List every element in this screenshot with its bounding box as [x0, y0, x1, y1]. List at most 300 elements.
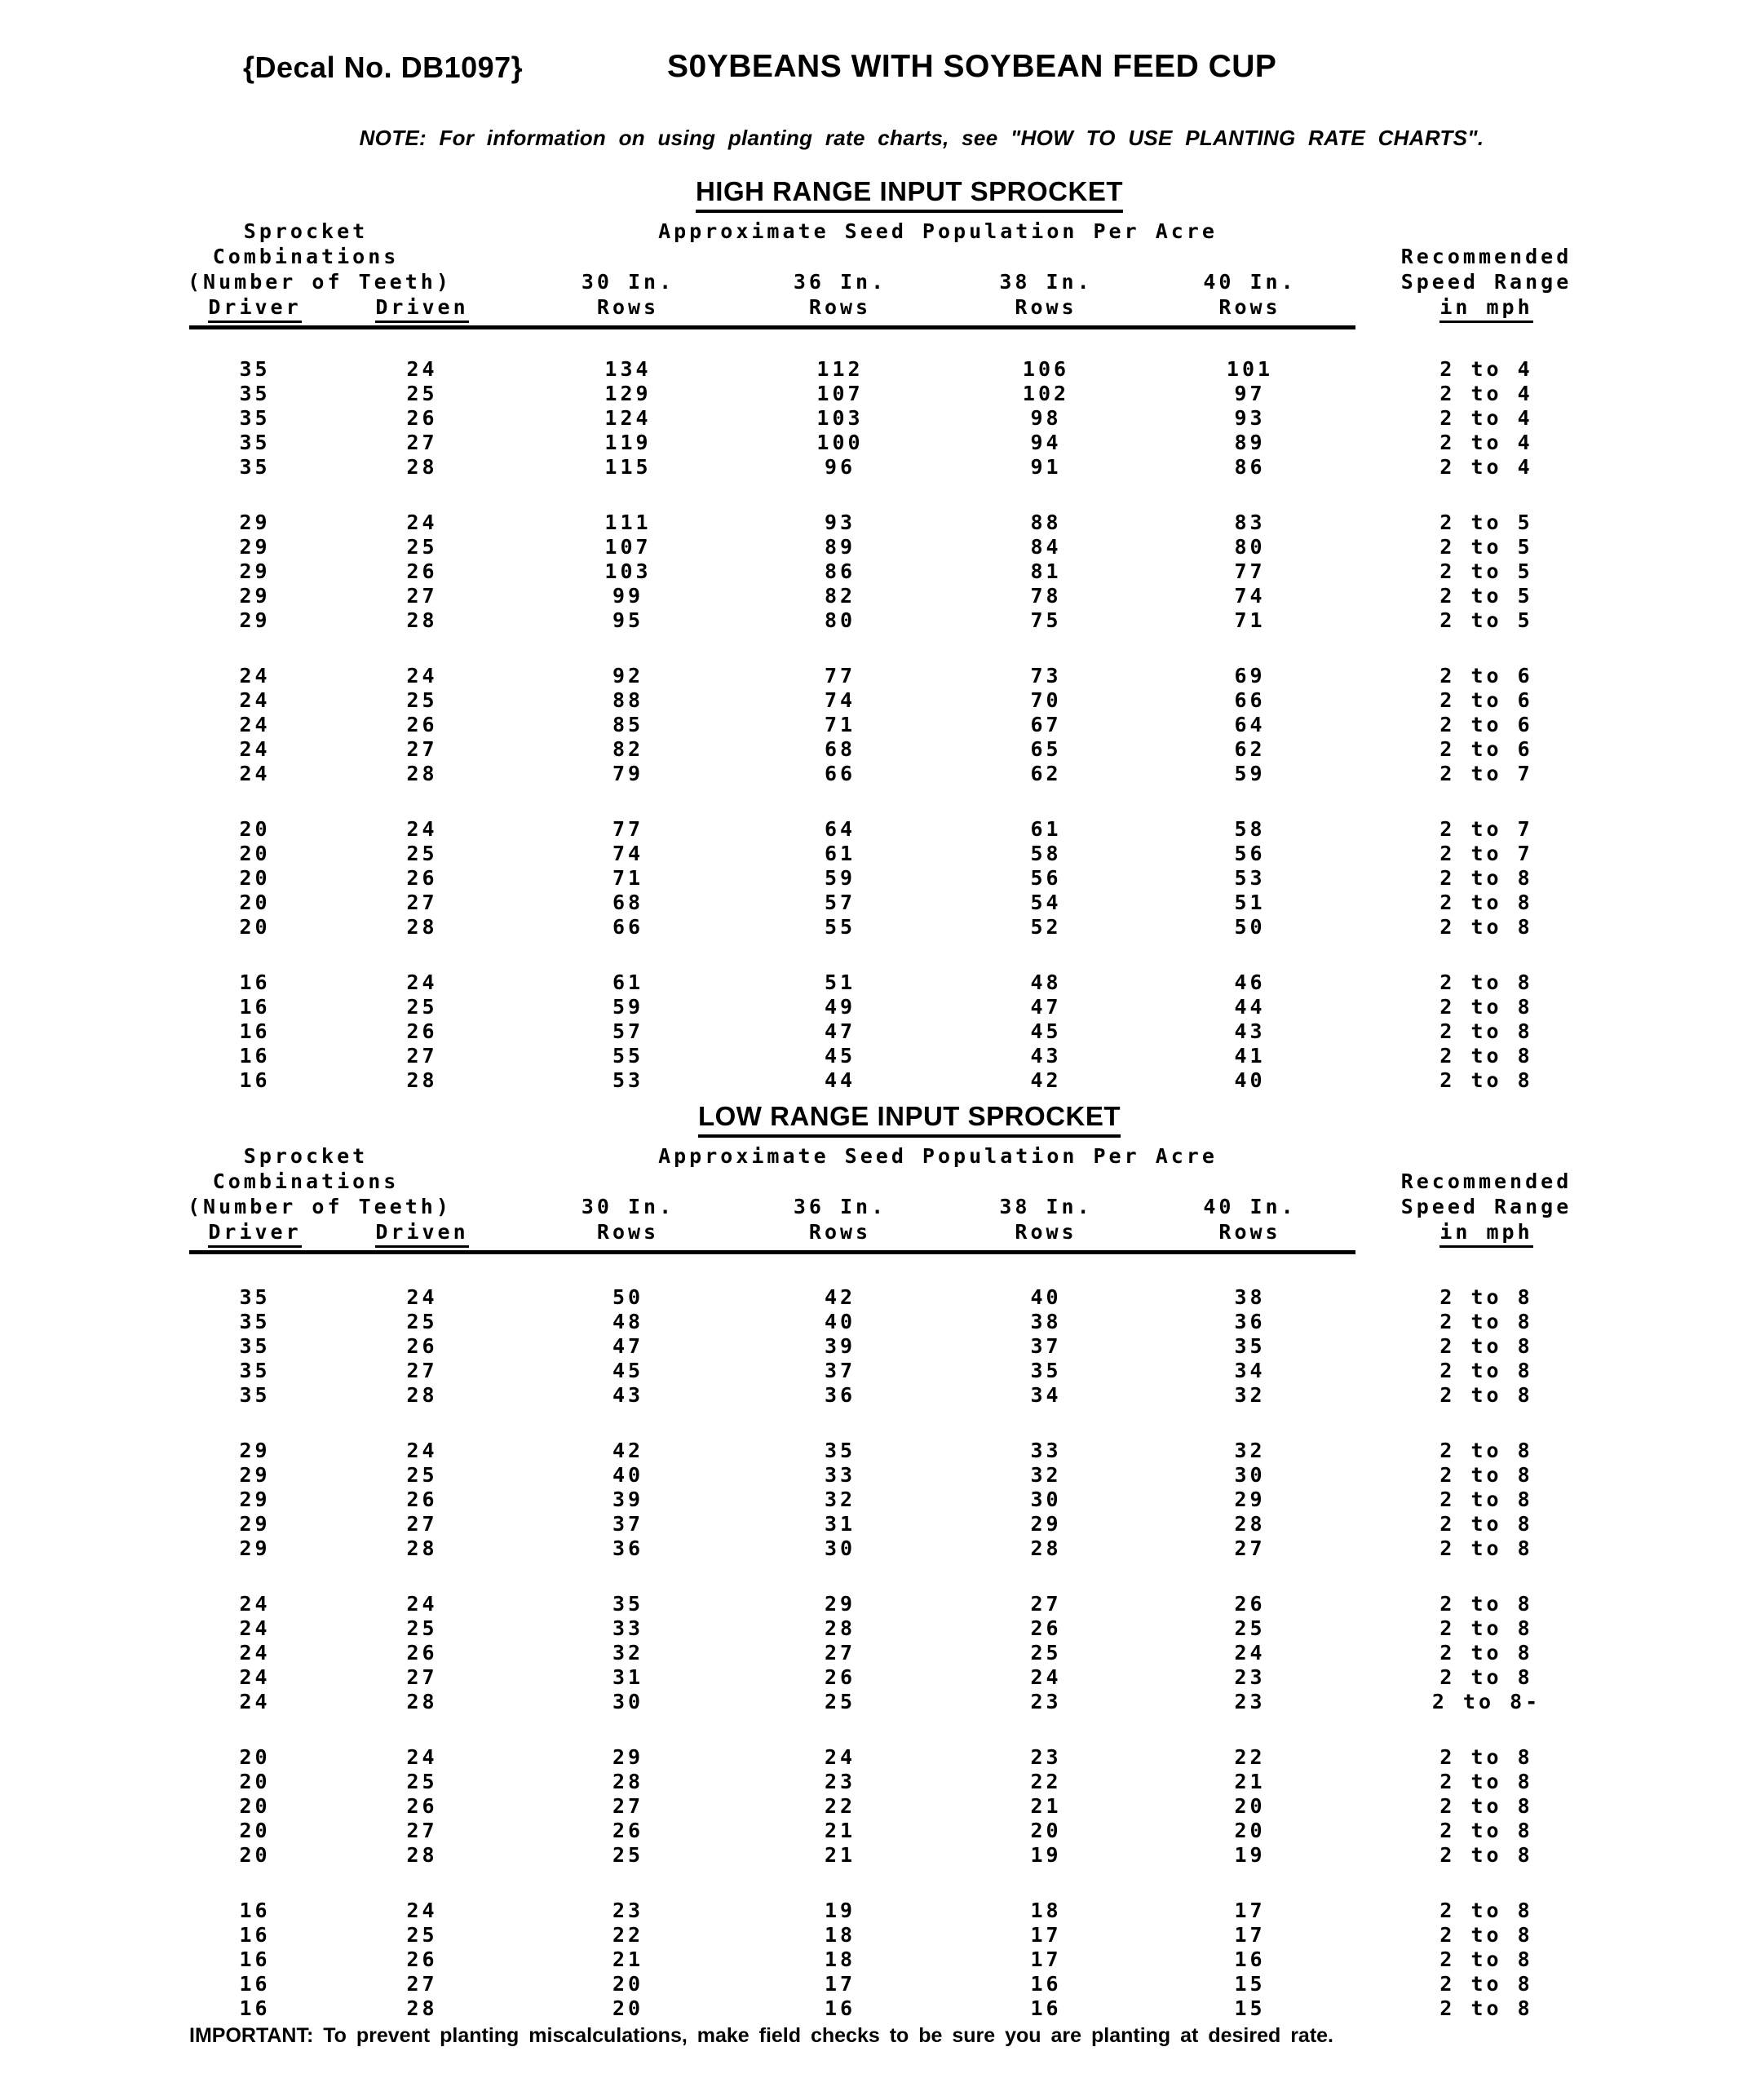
table-cell: 16 [1030, 1996, 1062, 2020]
col-40in: 40 In. [1203, 1195, 1297, 1218]
table-cell: 25 [406, 1770, 438, 1793]
table-cell: 69 [1234, 664, 1266, 687]
table-row [188, 608, 1760, 633]
table-cell: 77 [612, 817, 644, 841]
table-row [188, 1512, 1760, 1536]
table-cell: 20 [239, 1819, 271, 1842]
table-cell: 68 [824, 737, 856, 761]
table-cell: 51 [1234, 891, 1266, 914]
high-range-title: HIGH RANGE INPUT SPROCKET [29, 176, 1760, 207]
table-cell: 28 [406, 1536, 438, 1560]
table-cell: 26 [1030, 1616, 1062, 1640]
table-row [188, 1019, 1760, 1044]
table-cell: 93 [1234, 406, 1266, 430]
table-row [188, 1488, 1760, 1512]
table-cell: 27 [406, 431, 438, 454]
table-cell: 26 [406, 1794, 438, 1818]
table-cell: 2 to 5 [1439, 584, 1533, 608]
table-cell: 61 [1030, 817, 1062, 841]
driver-label: Driver [188, 1219, 322, 1248]
table-cell: 18 [1030, 1899, 1062, 1922]
combinations-label: Combinations [212, 245, 400, 268]
table-cell: 2 to 8 [1439, 1641, 1533, 1665]
table-cell: 16 [239, 1972, 271, 1996]
table-row [188, 915, 1760, 939]
table-cell: 26 [406, 1019, 438, 1043]
table-cell: 2 to 8 [1439, 1665, 1533, 1689]
table-cell: 16 [239, 970, 271, 994]
table-cell: 23 [1030, 1745, 1062, 1769]
header-row-3 [188, 269, 1760, 294]
table-cell: 40 [1030, 1285, 1062, 1309]
table-cell: 26 [406, 1334, 438, 1358]
table-cell: 28 [406, 1843, 438, 1867]
col-38in: 38 In. [999, 270, 1093, 294]
table-cell: 42 [1030, 1068, 1062, 1092]
sprocket-group [0, 1745, 1760, 1868]
table-cell: 58 [1234, 817, 1266, 841]
table-cell: 93 [824, 511, 856, 534]
sprocket-group [0, 1285, 1760, 1408]
speed-range-label: Speed Range [1400, 1195, 1572, 1218]
table-cell: 2 to 8 [1439, 1536, 1533, 1560]
table-cell: 47 [612, 1334, 644, 1358]
table-row [188, 737, 1760, 762]
table-cell: 99 [612, 584, 644, 608]
sprocket-group [0, 664, 1760, 786]
col-36in: 36 In. [793, 1195, 887, 1218]
table-row [188, 1996, 1760, 2021]
low-range-title: LOW RANGE INPUT SPROCKET [29, 1101, 1760, 1132]
table-cell: 2 to 8 [1439, 1334, 1533, 1358]
table-cell: 28 [824, 1616, 856, 1640]
table-cell: 2 to 6 [1439, 664, 1533, 687]
table-row [188, 1843, 1760, 1868]
table-cell: 62 [1234, 737, 1266, 761]
table-cell: 2 to 8 [1439, 995, 1533, 1019]
table-cell: 2 to 8 [1439, 1592, 1533, 1616]
table-cell: 26 [406, 713, 438, 736]
table-cell: 80 [1234, 535, 1266, 559]
table-cell: 89 [824, 535, 856, 559]
table-row [188, 713, 1760, 737]
table-cell: 28 [406, 455, 438, 479]
table-cell: 40 [824, 1310, 856, 1333]
table-cell: 35 [239, 357, 271, 381]
table-cell: 111 [604, 511, 652, 534]
header-rule [189, 325, 1355, 329]
table-cell: 2 to 8 [1439, 1899, 1533, 1922]
table-cell: 50 [1234, 915, 1266, 939]
population-label: Approximate Seed Population Per Acre [658, 219, 1218, 243]
table-row [188, 1463, 1760, 1488]
table-cell: 2 to 8 [1439, 1383, 1533, 1407]
table-cell: 28 [406, 1690, 438, 1713]
table-cell: 29 [239, 1512, 271, 1536]
table-cell: 30 [612, 1690, 644, 1713]
table-cell: 25 [406, 1616, 438, 1640]
speed-range-label: Speed Range [1400, 270, 1572, 294]
table-cell: 24 [239, 1616, 271, 1640]
table-cell: 20 [239, 1843, 271, 1867]
table-cell: 45 [824, 1044, 856, 1068]
table-cell: 2 to 8 [1439, 1488, 1533, 1511]
recommended-label: Recommended [1400, 245, 1572, 268]
table-cell: 92 [612, 664, 644, 687]
table-cell: 74 [824, 688, 856, 712]
table-cell: 25 [406, 535, 438, 559]
important-line: IMPORTANT: To prevent planting miscalculations, make field checks to be sure you are planting at desired rate. [189, 2024, 1333, 2047]
table-cell: 23 [612, 1899, 644, 1922]
rows-label: Rows [596, 295, 660, 319]
table-cell: 66 [824, 762, 856, 785]
table-cell: 20 [239, 915, 271, 939]
table-cell: 24 [406, 1592, 438, 1616]
table-cell: 29 [239, 1536, 271, 1560]
table-cell: 35 [824, 1439, 856, 1462]
table-row [188, 455, 1760, 480]
col-30in: 30 In. [581, 1195, 675, 1218]
table-cell: 41 [1234, 1044, 1266, 1068]
table-row [188, 1592, 1760, 1616]
header-row-4 [188, 1219, 1760, 1248]
table-cell: 25 [406, 1923, 438, 1947]
table-cell: 21 [824, 1843, 856, 1867]
table-cell: 27 [406, 1665, 438, 1689]
table-cell: 26 [406, 1947, 438, 1971]
table-cell: 20 [1234, 1794, 1266, 1818]
table-row [188, 1334, 1760, 1359]
table-cell: 21 [612, 1947, 644, 1971]
table-cell: 26 [406, 406, 438, 430]
table-cell: 2 to 8 [1439, 1512, 1533, 1536]
table-cell: 2 to 8 [1439, 1359, 1533, 1382]
combinations-label: Combinations [212, 1169, 400, 1193]
table-cell: 29 [239, 1439, 271, 1462]
table-cell: 20 [1234, 1819, 1266, 1842]
table-cell: 47 [824, 1019, 856, 1043]
header-rule [189, 1250, 1355, 1254]
sprocket-group [0, 970, 1760, 1093]
table-cell: 67 [1030, 713, 1062, 736]
rows-label: Rows [1015, 1220, 1077, 1244]
table-cell: 2 to 8 [1439, 1947, 1533, 1971]
table-cell: 94 [1030, 431, 1062, 454]
table-cell: 35 [1030, 1359, 1062, 1382]
table-cell: 32 [612, 1641, 644, 1665]
col-36in: 36 In. [793, 270, 887, 294]
table-cell: 29 [239, 511, 271, 534]
table-cell: 40 [612, 1463, 644, 1487]
table-cell: 44 [1234, 995, 1266, 1019]
table-cell: 24 [239, 1665, 271, 1689]
table-cell: 25 [406, 995, 438, 1019]
table-cell: 97 [1234, 382, 1266, 405]
table-cell: 59 [1234, 762, 1266, 785]
table-cell: 51 [824, 970, 856, 994]
table-cell: 37 [612, 1512, 644, 1536]
table-cell: 19 [1234, 1843, 1266, 1867]
table-cell: 31 [612, 1665, 644, 1689]
table-cell: 52 [1030, 915, 1062, 939]
table-cell: 16 [1030, 1972, 1062, 1996]
table-cell: 59 [824, 866, 856, 890]
page-title: S0YBEANS WITH SOYBEAN FEED CUP [667, 49, 1277, 84]
table-cell: 78 [1030, 584, 1062, 608]
table-row [188, 1359, 1760, 1383]
population-label: Approximate Seed Population Per Acre [658, 1144, 1218, 1168]
low-range-data [0, 1285, 1760, 2052]
table-cell: 26 [406, 1488, 438, 1511]
table-row [188, 762, 1760, 786]
table-cell: 55 [824, 915, 856, 939]
table-cell: 2 to 8 [1439, 1923, 1533, 1947]
table-cell: 25 [824, 1690, 856, 1713]
table-cell: 28 [1030, 1536, 1062, 1560]
table-cell: 15 [1234, 1996, 1266, 2020]
table-cell: 29 [239, 559, 271, 583]
rows-label: Rows [1218, 295, 1281, 319]
table-cell: 29 [239, 535, 271, 559]
table-cell: 24 [824, 1745, 856, 1769]
table-cell: 29 [239, 584, 271, 608]
table-cell: 29 [612, 1745, 644, 1769]
table-cell: 2 to 8 [1439, 1616, 1533, 1640]
table-cell: 115 [604, 455, 652, 479]
table-row [188, 1616, 1760, 1641]
table-cell: 2 to 6 [1439, 737, 1533, 761]
table-cell: 28 [406, 762, 438, 785]
sprocket-group [0, 357, 1760, 480]
table-cell: 2 to 8 [1439, 891, 1533, 914]
table-cell: 64 [824, 817, 856, 841]
table-cell: 2 to 8 [1439, 1310, 1533, 1333]
table-cell: 24 [239, 688, 271, 712]
rows-label: Rows [1015, 295, 1077, 319]
table-cell: 2 to 8 [1439, 1819, 1533, 1842]
table-cell: 66 [1234, 688, 1266, 712]
header-row-1 [188, 1143, 1760, 1169]
table-cell: 29 [239, 1463, 271, 1487]
table-cell: 24 [239, 1690, 271, 1713]
table-cell: 89 [1234, 431, 1266, 454]
table-cell: 27 [406, 1512, 438, 1536]
table-row [188, 1972, 1760, 1996]
table-cell: 43 [1030, 1044, 1062, 1068]
table-cell: 119 [604, 431, 652, 454]
table-row [188, 1285, 1760, 1310]
table-row [188, 1310, 1760, 1334]
table-cell: 17 [824, 1972, 856, 1996]
table-row [188, 1690, 1760, 1714]
sprocket-group [0, 1439, 1760, 1561]
table-cell: 86 [824, 559, 856, 583]
table-row [188, 995, 1760, 1019]
table-cell: 18 [824, 1923, 856, 1947]
table-cell: 20 [239, 842, 271, 865]
table-cell: 24 [406, 664, 438, 687]
table-cell: 107 [816, 382, 864, 405]
table-cell: 53 [612, 1068, 644, 1092]
table-cell: 35 [239, 1334, 271, 1358]
table-row [188, 866, 1760, 891]
driver-label: Driver [188, 294, 322, 323]
table-cell: 82 [612, 737, 644, 761]
table-cell: 62 [1030, 762, 1062, 785]
sprocket-group [0, 1592, 1760, 1714]
table-cell: 66 [612, 915, 644, 939]
table-cell: 16 [1234, 1947, 1266, 1971]
table-cell: 35 [239, 1383, 271, 1407]
table-cell: 20 [239, 1770, 271, 1793]
table-cell: 26 [406, 1641, 438, 1665]
table-cell: 28 [406, 1996, 438, 2020]
table-cell: 32 [1234, 1383, 1266, 1407]
table-cell: 64 [1234, 713, 1266, 736]
table-cell: 30 [1234, 1463, 1266, 1487]
table-cell: 61 [612, 970, 644, 994]
driven-label: Driven [322, 1219, 522, 1248]
table-cell: 2 to 8 [1439, 1285, 1533, 1309]
table-cell: 2 to 8 [1439, 1463, 1533, 1487]
table-cell: 2 to 4 [1439, 357, 1533, 381]
table-cell: 77 [824, 664, 856, 687]
table-cell: 2 to 5 [1439, 535, 1533, 559]
table-cell: 24 [406, 1285, 438, 1309]
table-cell: 25 [406, 382, 438, 405]
table-cell: 26 [824, 1665, 856, 1689]
table-row [188, 559, 1760, 584]
table-row [188, 891, 1760, 915]
table-cell: 91 [1030, 455, 1062, 479]
table-cell: 35 [239, 406, 271, 430]
table-cell: 56 [1234, 842, 1266, 865]
table-row [188, 970, 1760, 995]
table-cell: 27 [406, 737, 438, 761]
table-cell: 71 [1234, 608, 1266, 632]
table-cell: 27 [1030, 1592, 1062, 1616]
table-cell: 26 [612, 1819, 644, 1842]
table-row [188, 406, 1760, 431]
table-cell: 27 [406, 1819, 438, 1842]
table-cell: 38 [1234, 1285, 1266, 1309]
table-cell: 16 [239, 1899, 271, 1922]
table-cell: 88 [1030, 511, 1062, 534]
table-cell: 27 [406, 1359, 438, 1382]
table-cell: 2 to 8 [1439, 1843, 1533, 1867]
sprocket-label: Sprocket [243, 219, 369, 243]
sprocket-label: Sprocket [243, 1144, 369, 1168]
table-cell: 28 [406, 1068, 438, 1092]
table-cell: 103 [816, 406, 864, 430]
table-cell: 20 [612, 1996, 644, 2020]
table-cell: 2 to 5 [1439, 511, 1533, 534]
table-cell: 42 [824, 1285, 856, 1309]
table-cell: 22 [1030, 1770, 1062, 1793]
table-cell: 54 [1030, 891, 1062, 914]
col-30in: 30 In. [581, 270, 675, 294]
table-cell: 2 to 8 [1439, 1068, 1533, 1092]
table-cell: 34 [1234, 1359, 1266, 1382]
table-cell: 68 [612, 891, 644, 914]
table-row [188, 817, 1760, 842]
table-cell: 95 [612, 608, 644, 632]
table-cell: 23 [1234, 1665, 1266, 1689]
table-cell: 22 [824, 1794, 856, 1818]
table-cell: 33 [1030, 1439, 1062, 1462]
table-row [188, 511, 1760, 535]
table-cell: 57 [612, 1019, 644, 1043]
table-row [188, 1819, 1760, 1843]
table-cell: 24 [239, 737, 271, 761]
table-cell: 49 [824, 995, 856, 1019]
table-cell: 45 [1030, 1019, 1062, 1043]
col-40in: 40 In. [1203, 270, 1297, 294]
table-row [188, 1794, 1760, 1819]
table-cell: 2 to 4 [1439, 382, 1533, 405]
high-range-data [0, 357, 1760, 1124]
table-cell: 35 [239, 1359, 271, 1382]
table-cell: 20 [239, 1745, 271, 1769]
table-cell: 2 to 8 [1439, 1044, 1533, 1068]
table-cell: 28 [1234, 1512, 1266, 1536]
table-cell: 83 [1234, 511, 1266, 534]
table-cell: 22 [612, 1923, 644, 1947]
table-cell: 43 [612, 1383, 644, 1407]
table-cell: 21 [824, 1819, 856, 1842]
table-cell: 24 [1234, 1641, 1266, 1665]
table-row [188, 1044, 1760, 1068]
table-cell: 36 [824, 1383, 856, 1407]
table-cell: 19 [1030, 1843, 1062, 1867]
table-cell: 17 [1030, 1947, 1062, 1971]
table-cell: 106 [1022, 357, 1070, 381]
table-cell: 107 [604, 535, 652, 559]
col-38in: 38 In. [999, 1195, 1093, 1218]
table-cell: 2 to 8 [1439, 970, 1533, 994]
table-cell: 20 [239, 1794, 271, 1818]
teeth-label: (Number of Teeth) [188, 270, 452, 294]
table-cell: 2 to 8 [1439, 1439, 1533, 1462]
table-cell: 56 [1030, 866, 1062, 890]
table-cell: 34 [1030, 1383, 1062, 1407]
table-cell: 124 [604, 406, 652, 430]
table-cell: 22 [1234, 1745, 1266, 1769]
table-cell: 38 [1030, 1310, 1062, 1333]
table-cell: 24 [239, 664, 271, 687]
table-cell: 40 [1234, 1068, 1266, 1092]
table-cell: 129 [604, 382, 652, 405]
table-cell: 79 [612, 762, 644, 785]
table-cell: 2 to 4 [1439, 431, 1533, 454]
table-cell: 2 to 7 [1439, 842, 1533, 865]
table-cell: 21 [1234, 1770, 1266, 1793]
table-cell: 20 [239, 817, 271, 841]
table-cell: 24 [406, 1899, 438, 1922]
table-cell: 31 [824, 1512, 856, 1536]
table-cell: 27 [1234, 1536, 1266, 1560]
table-row [188, 688, 1760, 713]
table-cell: 100 [816, 431, 864, 454]
table-cell: 2 to 8- [1431, 1690, 1541, 1713]
table-row [188, 357, 1760, 382]
table-cell: 2 to 8 [1439, 1745, 1533, 1769]
table-cell: 27 [406, 584, 438, 608]
table-cell: 28 [406, 1383, 438, 1407]
table-cell: 39 [824, 1334, 856, 1358]
table-cell: 24 [406, 1745, 438, 1769]
table-cell: 37 [824, 1359, 856, 1382]
